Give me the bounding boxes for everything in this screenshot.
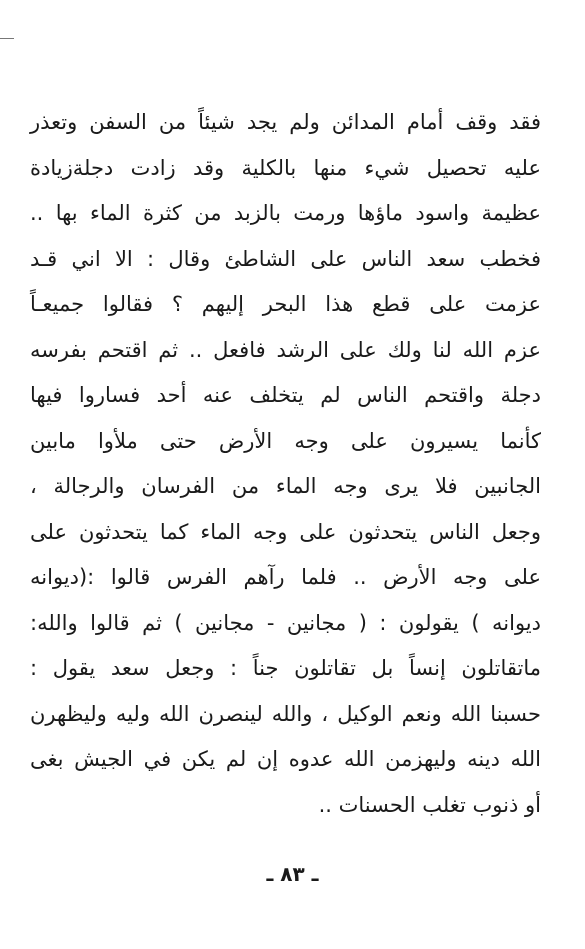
text-line: عزمت على قطع هذا البحر إليهم ؟ فقالوا جميعـاً — [30, 292, 541, 316]
text-line: فقد وقف أمام المدائن ولم يجد شيئاً من السفن وتعذر — [30, 110, 541, 134]
page-edge-mark — [0, 38, 14, 39]
text-line: الله دينه وليهزمن الله عدوه إن لم يكن في الجيش بغى — [30, 747, 541, 771]
text-line: على وجه الأرض .. فلما رآهم الفرس قالوا :(ديوانه — [30, 565, 541, 589]
text-line: دجلة واقتحم الناس لم يتخلف عنه أحد فساروا فيها — [30, 383, 541, 407]
text-line: حسبنا الله ونعم الوكيل ، والله لينصرن الله وليه وليظهرن — [30, 701, 541, 726]
text-line: الجانبين فلا يرى وجه الماء من الفرسان والرجالة ، — [30, 474, 541, 498]
text-line: ديوانه ) يقولون : ( مجانين - مجانين ) ثم قالوا والله: — [30, 610, 541, 635]
text-line: وجعل الناس يتحدثون على وجه الماء كما يتحدثون على — [30, 519, 541, 544]
text-line: ماتقاتلون إنساً بل تقاتلون جناً : وجعل سعد يقول : — [30, 656, 541, 680]
text-line: فخطب سعد الناس على الشاطئ وقال : الا اني قـد — [30, 246, 541, 271]
text-line: أو ذنوب تغلب الحسنات .. — [318, 792, 541, 817]
text-line: عظيمة واسود ماؤها ورمت بالزبد من كثرة الماء بها .. — [30, 201, 541, 225]
text-line: عزم الله لنا ولك على الرشد فافعل .. ثم اقتحم بفرسه — [30, 337, 541, 362]
text-line: كأنما يسيرون على وجه الأرض حتى ملأوا مابين — [30, 428, 541, 453]
page-number: ـ ٨٣ ـ — [266, 862, 319, 886]
text-line: عليه تحصيل شيء منها بالكلية وقد زادت دجلةزيادة — [30, 155, 541, 180]
body-text — [30, 100, 541, 828]
